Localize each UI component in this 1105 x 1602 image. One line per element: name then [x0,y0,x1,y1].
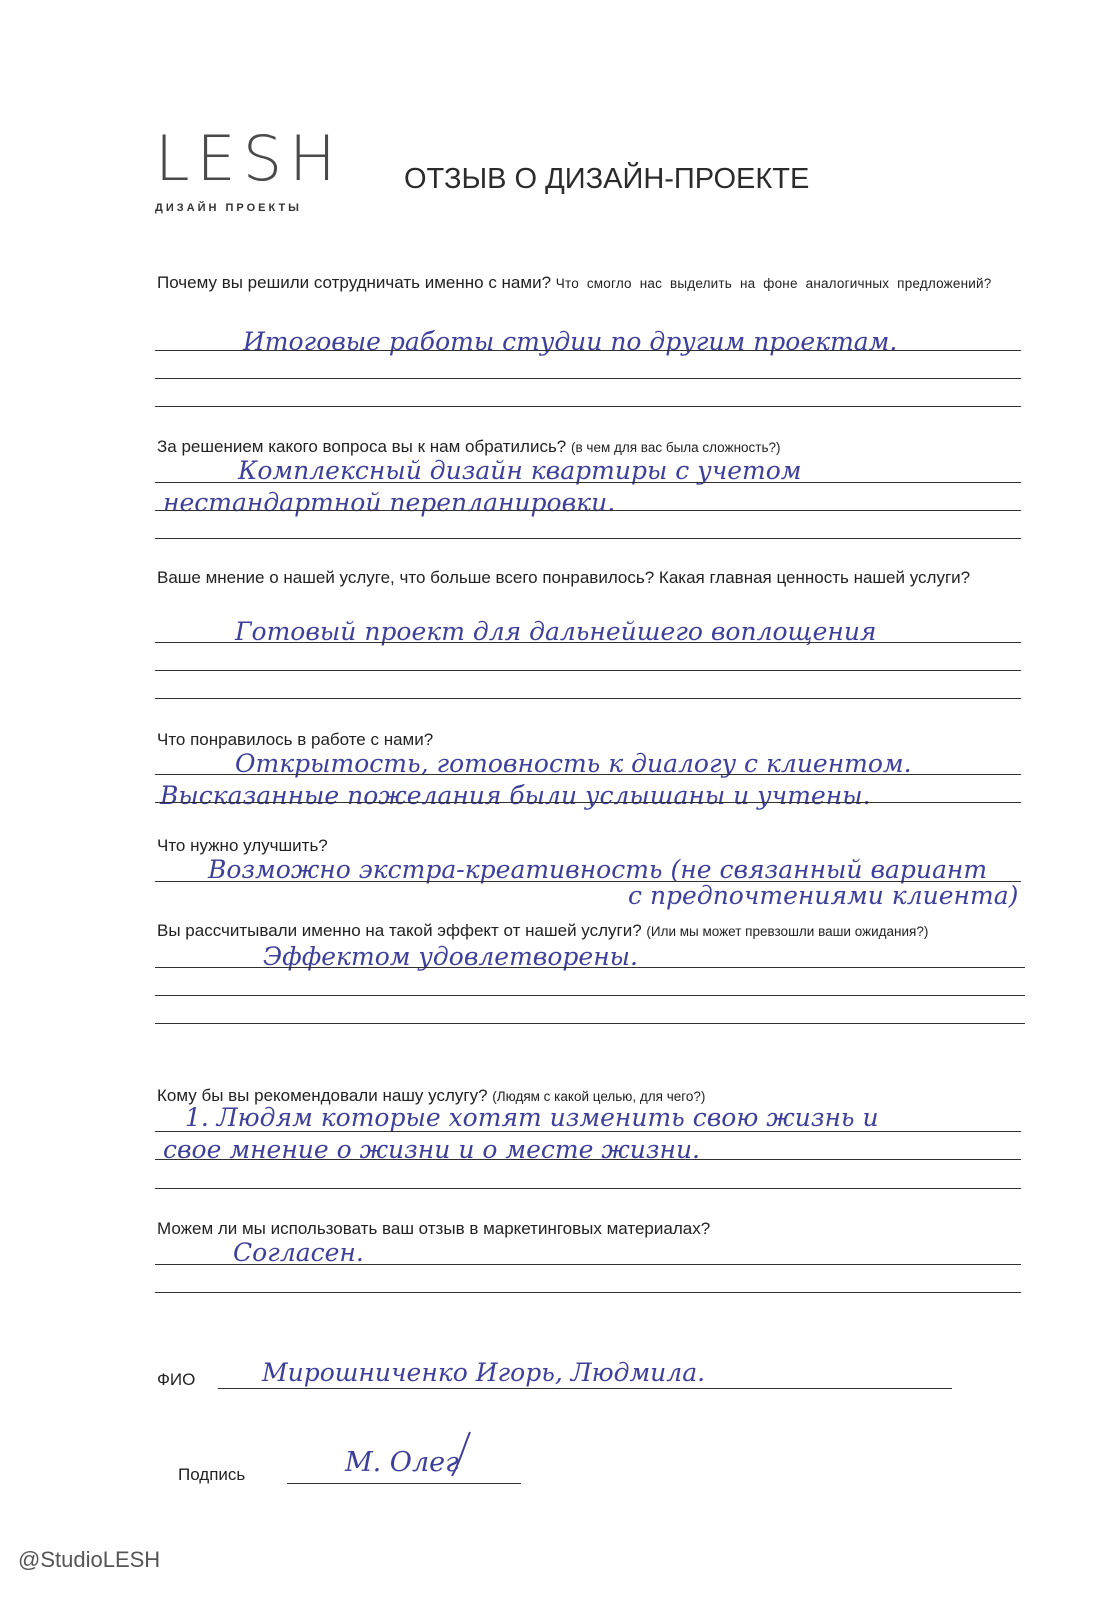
question-6 [157,918,1047,944]
answer-rule [155,350,1021,351]
answer-rule [155,642,1021,643]
answer-8-line-1: Согласен. [233,1238,364,1267]
answer-rule [155,378,1021,379]
watermark: @StudioLESH [0,1536,172,1583]
question-8-text: Можем ли мы использовать ваш отзыв в маркетинговых материалах? [157,1219,711,1238]
answer-6-line-1: Эффектом удовлетворены. [263,942,638,971]
question-7-text: Кому бы вы рекомендовали нашу услугу? [157,1086,488,1105]
answer-rule [155,1188,1021,1189]
answer-rule [155,881,1021,882]
fio-rule [218,1388,952,1389]
question-7-note: (Людям с какой целью, для чего?) [492,1089,706,1104]
question-2-note: (в чем для вас была сложность?) [571,440,781,455]
answer-rule [155,802,1021,803]
question-4-text: Что понравилось в работе с нами? [157,730,434,749]
question-6-text: Вы рассчитывали именно на такой эффект от нашей услуги? [157,921,642,940]
logo-subtitle: ДИЗАЙН ПРОЕКТЫ [155,202,302,214]
answer-3-line-1: Готовый проект для дальнейшего воплощения [235,617,877,646]
answer-rule [155,670,1021,671]
signature-mark [340,1428,490,1488]
answer-4-line-2: Высказанные пожелания были услышаны и учтены. [160,781,871,810]
answer-rule [155,698,1021,699]
question-6-note: (Или мы может превзошли ваши ожидания?) [646,924,929,939]
answer-rule [155,510,1021,511]
question-5-text: Что нужно улучшить? [157,836,328,855]
answer-5-line-2: с предпочтениями клиента) [628,881,1019,910]
signature-value: М. Олег [345,1447,459,1478]
question-3 [157,565,1047,590]
answer-2-line-1: Комплексный дизайн квартиры с учетом [238,456,802,485]
answer-rule [155,406,1021,407]
answer-2-line-2: нестандартной перепланировки. [163,488,616,517]
fio-label: ФИО [157,1370,196,1389]
fio-value: Мирошниченко Игорь, Людмила. [262,1358,706,1387]
question-1-note: Что смогло нас выделить на фоне аналогичных предложений? [555,276,992,291]
question-3-text: Ваше мнение о нашей услуге, что больше всего понравилось? Какая главная ценность нашей услуги? [157,568,971,587]
answer-rule [155,482,1021,483]
signature-rule [287,1483,521,1484]
answer-rule [155,1131,1021,1132]
question-1-text: Почему вы решили сотрудничать именно с нами? [157,273,552,292]
answer-4-line-1: Открытость, готовность к диалогу с клиентом. [235,749,912,778]
question-2-text: За решением какого вопроса вы к нам обратились? [157,437,567,456]
form-title: ОТЗЫВ О ДИЗАЙН-ПРОЕКТЕ [404,163,810,195]
answer-rule [155,1023,1025,1024]
answer-1-line-1: Итоговые работы студии по другим проектам. [243,327,898,356]
question-1 [157,270,1047,296]
answer-rule [155,774,1021,775]
answer-7-line-1: 1. Людям которые хотят изменить свою жизнь и [185,1103,879,1132]
answer-rule [155,967,1025,968]
answer-rule [155,995,1025,996]
answer-rule [155,538,1021,539]
logo-wordmark: LESH [155,122,343,195]
signature-label: Подпись [178,1465,246,1484]
answer-5-line-1: Возможно экстра-креативность (не связанный вариант [208,855,988,884]
answer-rule [155,1264,1021,1265]
studio-logo [155,122,343,214]
answer-rule [155,1159,1021,1160]
answer-rule [155,1292,1021,1293]
answer-7-line-2: свое мнение о жизни и о месте жизни. [163,1135,700,1164]
